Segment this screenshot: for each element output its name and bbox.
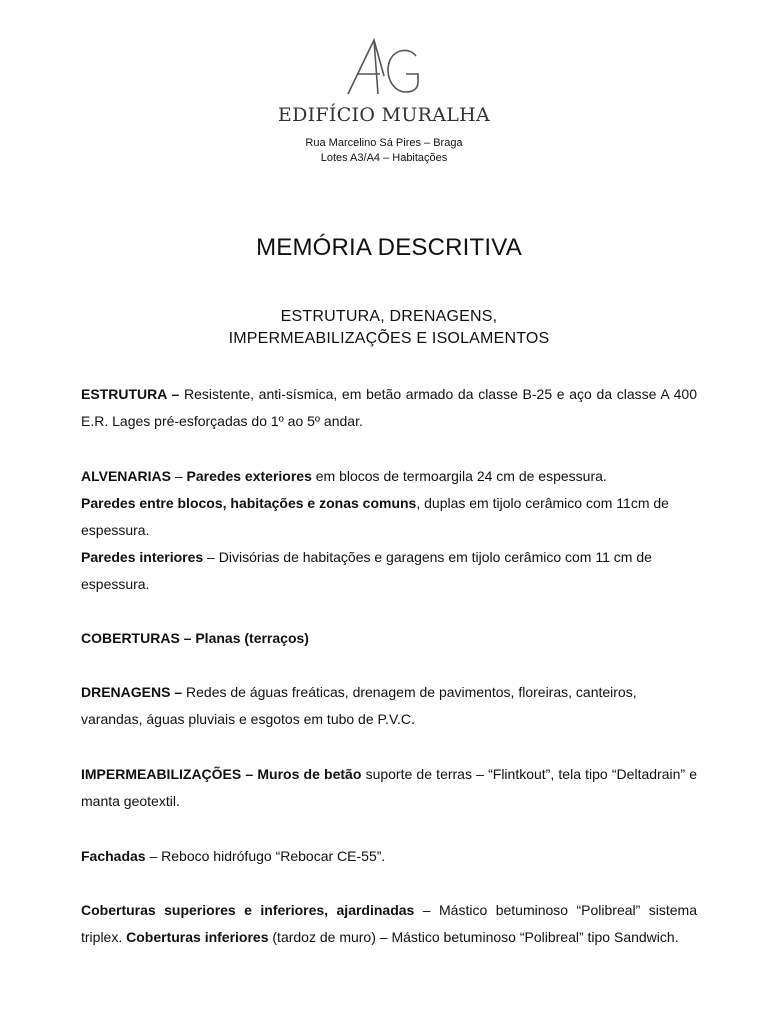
document-title: MEMÓRIA DESCRITIVA (256, 234, 522, 261)
paredes-interiores-label: Paredes interiores (81, 549, 204, 565)
coberturas-paragraph (81, 625, 697, 652)
section-coberturas (81, 625, 697, 652)
section-estrutura (81, 381, 697, 435)
drenagens-label: DRENAGENS – (81, 684, 183, 700)
impermeabilizacoes-paragraph (81, 761, 697, 815)
coberturas-superiores-paragraph (81, 897, 697, 951)
building-name: EDIFÍCIO MURALHA (277, 104, 491, 126)
section-drenagens (81, 679, 697, 733)
alvenarias-interiores-paragraph (81, 544, 697, 598)
alvenarias-entre-paragraph (81, 490, 697, 544)
drenagens-text: Redes de águas freáticas, drenagem de pavimentos, floreiras, canteiros, varandas, águas pluviais e esgotos em tubo de P.V.C. (81, 684, 637, 727)
coberturas-label: COBERTURAS – Planas (terraços) (81, 630, 309, 646)
address-line-1: Rua Marcelino Sá Pires – Braga (305, 137, 463, 149)
estrutura-label: ESTRUTURA – (81, 386, 180, 402)
document-subtitle-line-1: ESTRUTURA, DRENAGENS, (280, 308, 498, 325)
fachadas-paragraph (81, 843, 697, 870)
coberturas-inferiores-label: Coberturas inferiores (126, 929, 269, 945)
coberturas-inferiores-text: (tardoz de muro) – Mástico betuminoso “Polibreal” tipo Sandwich. (268, 929, 679, 945)
paredes-interiores-text: – Divisórias de habitações e garagens em tijolo cerâmico com 11 cm de espessura. (81, 549, 652, 592)
drenagens-paragraph (81, 679, 697, 733)
document-subtitle-line-2: IMPERMEABILIZAÇÕES E ISOLAMENTOS (228, 330, 550, 347)
section-alvenarias (81, 463, 697, 598)
paredes-exteriores-text: em blocos de termoargila 24 cm de espessura. (311, 468, 607, 484)
fachadas-text: – Reboco hidrófugo “Rebocar CE-55”. (145, 848, 386, 864)
estrutura-paragraph (81, 381, 697, 435)
fachadas-label: Fachadas (81, 848, 146, 864)
alvenarias-exteriores-paragraph (81, 463, 697, 490)
impermeabilizacoes-label: IMPERMEABILIZAÇÕES – Muros de betão (81, 766, 362, 782)
section-coberturas-superiores (81, 897, 697, 951)
paredes-entre-text: , duplas em tijolo cerâmico com 11cm de espessura. (81, 495, 669, 538)
alvenarias-label: ALVENARIAS (81, 468, 171, 484)
alvenarias-sep: – (170, 468, 187, 484)
paredes-entre-label: Paredes entre blocos, habitações e zonas comuns (81, 495, 417, 511)
coberturas-superiores-label: Coberturas superiores e inferiores, ajardinadas (81, 902, 415, 918)
ag-logo (340, 36, 436, 98)
paredes-exteriores-label: Paredes exteriores (186, 468, 312, 484)
impermeabilizacoes-text: suporte de terras – “Flintkout”, tela tipo “Deltadrain” e manta geotextil. (81, 766, 697, 809)
section-fachadas (81, 843, 697, 870)
estrutura-text: Resistente, anti-sísmica, em betão armado da classe B-25 e aço da classe A 400 E.R. Lages pré-esforçadas do 1º ao 5º andar. (81, 386, 697, 429)
section-impermeabilizacoes (81, 761, 697, 815)
address-line-2: Lotes A3/A4 – Habitações (320, 152, 448, 164)
coberturas-superiores-text: – Mástico betuminoso “Polibreal” sistema triplex. (81, 902, 697, 945)
